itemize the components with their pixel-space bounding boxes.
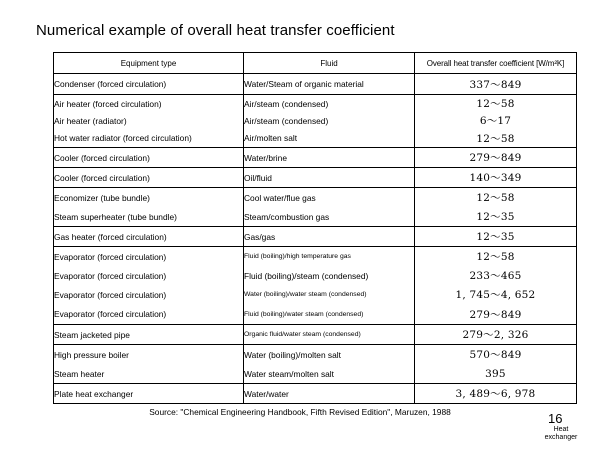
table-row <box>54 247 577 325</box>
equipment-line: Condenser (forced circulation) <box>54 79 167 89</box>
fluid-cell <box>244 95 415 148</box>
fluid-line: Air/steam (condensed) <box>244 115 329 126</box>
value-line: 12～58 <box>476 251 515 263</box>
fluid-line: Steam/combustion gas <box>244 211 330 222</box>
heat-transfer-table <box>53 52 577 404</box>
equipment-line: Plate heat exchanger <box>54 388 134 399</box>
equipment-line: Hot water radiator (forced circulation) <box>54 133 192 143</box>
coefficient-cell <box>415 74 577 95</box>
page-caption: Heat exchanger <box>544 426 578 441</box>
fluid-line: Water (boiling)/molten salt <box>244 349 341 360</box>
equipment-line: Cooler (forced circulation) <box>54 152 150 163</box>
value-line: 279～849 <box>469 308 522 321</box>
table-row <box>54 95 577 148</box>
value-line: 12～58 <box>476 132 515 145</box>
fluid-line: Water (boiling)/water steam (condensed) <box>244 291 367 298</box>
fluid-cell <box>244 74 415 95</box>
coefficient-cell <box>415 95 577 148</box>
fluid-line: Water steam/molten salt <box>244 368 334 379</box>
fluid-line: Cool water/flue gas <box>244 192 316 203</box>
equipment-line: Cooler (forced circulation) <box>54 172 150 183</box>
fluid-cell <box>244 168 415 188</box>
fluid-cell <box>244 148 415 168</box>
fluid-line: Fluid (boiling)/steam (condensed) <box>244 270 369 281</box>
equipment-line: Gas heater (forced circulation) <box>54 231 167 242</box>
table-row <box>54 384 577 404</box>
fluid-line: Air/steam (condensed) <box>244 98 329 109</box>
fluid-line: Fluid (boiling)/high temperature gas <box>244 253 351 260</box>
value-line: 12～58 <box>476 192 515 204</box>
table-row <box>54 325 577 345</box>
equipment-line: Steam superheater (tube bundle) <box>54 211 177 222</box>
equipment-line: Economizer (tube bundle) <box>54 192 150 203</box>
table-row <box>54 345 577 384</box>
fluid-cell <box>244 188 415 227</box>
fluid-cell <box>244 325 415 345</box>
fluid-cell <box>244 227 415 247</box>
value-line: 570～849 <box>469 349 522 361</box>
fluid-line: Organic fluid/water steam (condensed) <box>244 331 361 338</box>
coefficient-cell <box>415 247 577 325</box>
coefficient-cell <box>415 384 577 404</box>
page-title: Numerical example of overall heat transfer coefficient <box>36 22 395 39</box>
coefficient-cell <box>415 188 577 227</box>
fluid-cell <box>244 345 415 384</box>
fluid-line: Water/water <box>244 388 289 399</box>
coefficient-cell <box>415 148 577 168</box>
equipment-cell <box>54 345 244 384</box>
value-line: 279～2, 326 <box>462 329 529 341</box>
equipment-line: Evaporator (forced circulation) <box>54 270 167 281</box>
coefficient-cell <box>415 345 577 384</box>
equipment-cell <box>54 168 244 188</box>
fluid-line: Water/brine <box>244 152 287 163</box>
fluid-line: Air/molten salt <box>244 133 298 143</box>
page-number: 16 <box>548 411 563 426</box>
value-line: 395 <box>485 367 506 380</box>
equipment-line: Evaporator (forced circulation) <box>54 251 167 262</box>
equipment-line: Evaporator (forced circulation) <box>54 309 167 319</box>
fluid-line: Fluid (boiling)/water steam (condensed) <box>244 310 364 318</box>
value-line: 233～465 <box>469 270 522 282</box>
coefficient-cell <box>415 227 577 247</box>
table-row <box>54 188 577 227</box>
value-line: 12～58 <box>476 98 515 110</box>
equipment-line: Steam heater <box>54 368 105 379</box>
equipment-line: Evaporator (forced circulation) <box>54 289 167 300</box>
equipment-cell <box>54 188 244 227</box>
equipment-cell <box>54 325 244 345</box>
value-line: 279～849 <box>469 152 522 164</box>
fluid-cell <box>244 384 415 404</box>
equipment-cell <box>54 74 244 95</box>
equipment-line: Steam jacketed pipe <box>54 329 130 340</box>
equipment-line: Air heater (radiator) <box>54 115 127 126</box>
table-row <box>54 227 577 247</box>
fluid-line: Water/Steam of organic material <box>244 79 364 89</box>
value-line: 3, 489～6, 978 <box>455 388 536 400</box>
table-row <box>54 148 577 168</box>
fluid-line: Gas/gas <box>244 231 276 242</box>
header-fluid: Fluid <box>244 53 415 74</box>
equipment-cell <box>54 148 244 168</box>
value-line: 6～17 <box>479 115 512 127</box>
table-row <box>54 168 577 188</box>
header-coefficient: Overall heat transfer coefficient [W/m²K] <box>415 53 577 74</box>
value-line: 337～849 <box>469 78 522 91</box>
fluid-cell <box>244 247 415 325</box>
value-line: 1, 745～4, 652 <box>455 289 536 301</box>
equipment-cell <box>54 95 244 148</box>
table-header-row <box>54 53 577 74</box>
equipment-line: Air heater (forced circulation) <box>54 98 162 109</box>
equipment-cell <box>54 247 244 325</box>
value-line: 140～349 <box>469 172 522 184</box>
coefficient-cell <box>415 168 577 188</box>
table-row <box>54 74 577 95</box>
value-line: 12～35 <box>476 211 515 223</box>
source-note: Source: "Chemical Engineering Handbook, Fifth Revised Edition", Maruzen, 1988 <box>149 407 451 417</box>
value-line: 12～35 <box>476 231 515 243</box>
coefficient-cell <box>415 325 577 345</box>
fluid-line: Oil/fluid <box>244 172 272 183</box>
equipment-cell <box>54 384 244 404</box>
equipment-line: High pressure boiler <box>54 349 129 360</box>
equipment-cell <box>54 227 244 247</box>
header-equipment-type: Equipment type <box>54 53 244 74</box>
